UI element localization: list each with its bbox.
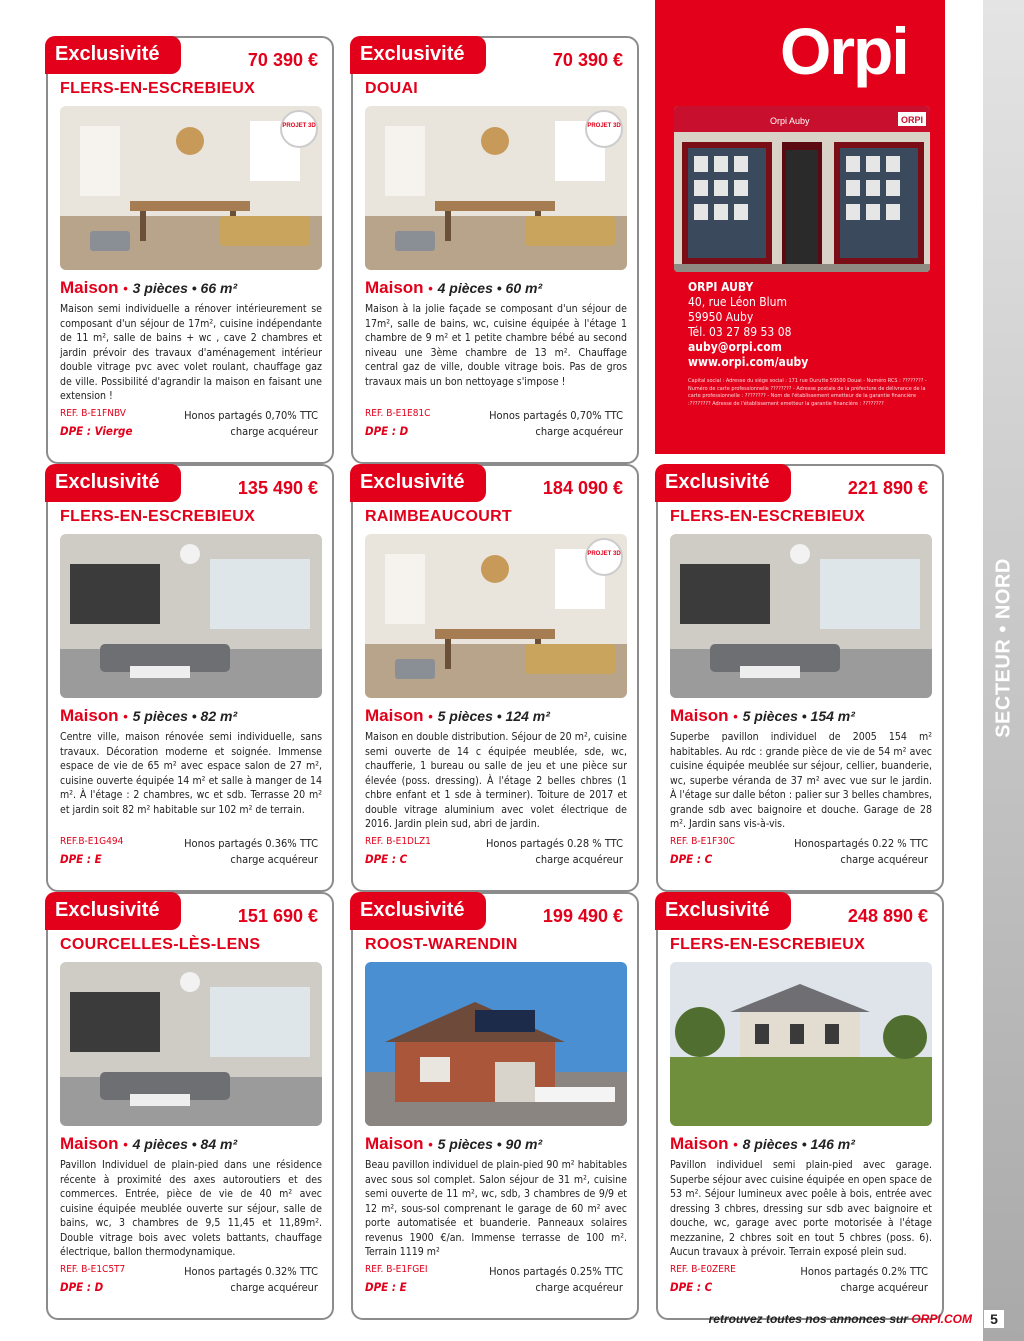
logo-wordmark: Orpi (780, 14, 908, 88)
listing-card[interactable] (46, 464, 334, 892)
listing-price: 221 890 € (847, 478, 928, 498)
footer-text: retrouvez toutes nos annonces sur (708, 1312, 912, 1326)
fees-payer: charge acquéreur (230, 852, 318, 866)
property-kind: Maison (365, 706, 424, 725)
footer-site-link[interactable]: ORPI.COM (911, 1312, 972, 1326)
listing-type: Maison • 5 pièces • 90 m² (365, 1134, 543, 1153)
listing-photo[interactable] (670, 962, 932, 1126)
property-kind: Maison (670, 1134, 729, 1153)
listing-photo[interactable] (60, 106, 322, 270)
listing-type: Maison • 3 pièces • 66 m² (60, 278, 238, 297)
property-kind: Maison (60, 706, 119, 725)
listing-city: RAIMBEAUCOURT (365, 508, 513, 525)
listing-dpe: DPE : Vierge (60, 424, 133, 438)
listing-city: FLERS-EN-ESCREBIEUX (670, 936, 866, 953)
listing-description: Maison à la jolie façade se composant d'un séjour de 17m², salle de bains, wc, cuisine équipée à l'étage 1 chambre de 9 m² et 1 petite chambre bébé au second niveau une 3ème chambre de 13 m². Chauffage central gaz de ville, double vitrage bois. Pas de gros travaux mais un bon nettoyage s'impose ! (365, 303, 627, 388)
orpi-logo (780, 14, 930, 94)
listing-ref: REF. B-E1C5T7 (60, 1264, 126, 1275)
listing-city: FLERS-EN-ESCREBIEUX (670, 508, 866, 525)
fees-rate: Honos partagés 0.28 % TTC (485, 837, 623, 850)
rooms-area: 5 pièces • 154 m² (742, 708, 855, 724)
exclusivity-tag: Exclusivité (45, 464, 181, 502)
property-kind: Maison (365, 1134, 424, 1153)
listing-photo[interactable] (365, 534, 627, 698)
agency-storefront-photo (674, 106, 930, 272)
listing-dpe: DPE : C (670, 852, 713, 866)
listing-city: COURCELLES-LÈS-LENS (60, 936, 261, 953)
projet-3d-badge: PROJET 3D (585, 538, 623, 576)
exclusivity-tag: Exclusivité (350, 892, 486, 930)
footer-note (709, 1312, 972, 1326)
listing-price: 70 390 € (552, 50, 623, 70)
property-kind: Maison (60, 1134, 119, 1153)
listing-description: Pavillon individuel semi plain-pied avec garage. Superbe séjour avec cuisine équipée en open space de 53 m². Séjour lumineux avec poêle à bois, entrée avec dressing 3 chbres, dressing sur sdb avec baignoire et douche, wc, garage avec porte motorisée à l'étage mezzanine, 2 chbres soit en tout 5 chbres (poss. 6). Aucun travaux à prévoir. Terrain exposé plein sud. (670, 1159, 932, 1258)
listing-description: Maison semi individuelle a rénover intérieurement se composant d'un séjour de 17m², cuisine indépendante de 11 m², salle de bains + wc , cave 2 chambres et jardin prévoir des travaux d'aménagement intérieur double vitrage pvc avec volet roulant, chauffage gaz de ville. Possibilité d'agrandir la maison en faisant une extension ! (60, 303, 322, 402)
listing-dpe: DPE : D (365, 424, 409, 438)
listing-photo[interactable] (60, 534, 322, 698)
projet-3d-badge: PROJET 3D (585, 110, 623, 148)
listing-photo[interactable] (365, 962, 627, 1126)
listing-ref: REF.B-E1G494 (60, 836, 124, 847)
fees-rate: Honos partagés 0.25% TTC (489, 1265, 623, 1278)
agency-address: 40, rue Léon Blum (688, 295, 788, 309)
listing-card[interactable] (46, 36, 334, 464)
listing-type: Maison • 8 pièces • 146 m² (670, 1134, 855, 1153)
listing-price: 70 390 € (247, 50, 318, 70)
property-kind: Maison (60, 278, 119, 297)
listing-fees (184, 836, 318, 867)
rooms-area: 5 pièces • 124 m² (437, 708, 550, 724)
fees-rate: Honos partagés 0,70% TTC (184, 409, 318, 422)
listing-ref: REF. B-E1DLZ1 (365, 836, 431, 847)
rooms-area: 4 pièces • 60 m² (437, 280, 543, 296)
fees-rate: Honos partagés 0.32% TTC (184, 1265, 318, 1278)
fees-rate: Honos partagés 0,70% TTC (489, 409, 623, 422)
listing-type: Maison • 4 pièces • 60 m² (365, 278, 543, 297)
listing-fees (800, 1264, 928, 1295)
listing-city: FLERS-EN-ESCREBIEUX (60, 508, 256, 525)
listing-type: Maison • 5 pièces • 154 m² (670, 706, 855, 725)
rooms-area: 5 pièces • 82 m² (132, 708, 238, 724)
listing-price: 184 090 € (542, 478, 623, 498)
listing-dpe: DPE : C (670, 1280, 713, 1294)
listing-ref: REF. B-E0ZERE (670, 1264, 736, 1275)
listing-photo[interactable] (60, 962, 322, 1126)
fees-payer: charge acquéreur (535, 1280, 623, 1294)
sector-label: SECTEUR • NORD (992, 558, 1015, 738)
listing-city: DOUAI (365, 80, 419, 97)
rooms-area: 3 pièces • 66 m² (132, 280, 238, 296)
exclusivity-tag: Exclusivité (45, 892, 181, 930)
listing-description: Beau pavillon individuel de plain-pied 90 m² habitables avec sous sol complet. Salon séjour de 31 m², cuisine semi ouverte de 11 m², wc, sdb, 3 chambres de 9/9 et 12 m², sous-sol comprenant le garage de 60 m² avec porte automatisée et buanderie. Panneaux solaires revenus 1900 €/an. Immense terrasse de 100 m². Terrain 1119 m² (365, 1159, 627, 1258)
agency-email[interactable]: auby@orpi.com (688, 340, 782, 354)
listing-card[interactable] (46, 892, 334, 1320)
agency-city: 59950 Auby (688, 310, 754, 324)
agency-website[interactable]: www.orpi.com/auby (688, 355, 809, 369)
listing-card[interactable] (351, 892, 639, 1320)
listing-type: Maison • 4 pièces • 84 m² (60, 1134, 238, 1153)
agency-phone: Tél. 03 27 89 53 08 (688, 325, 792, 339)
exclusivity-tag: Exclusivité (45, 36, 181, 74)
listing-price: 151 690 € (237, 906, 318, 926)
fees-rate: Honos partagés 0.2% TTC (800, 1265, 928, 1278)
fees-payer: charge acquéreur (840, 1280, 928, 1294)
rooms-area: 5 pièces • 90 m² (437, 1136, 543, 1152)
listing-city: ROOST-WARENDIN (365, 936, 518, 953)
listing-fees (489, 1264, 623, 1295)
fees-rate: Honospartagés 0.22 % TTC (794, 837, 928, 850)
agency-contact (688, 280, 808, 370)
listing-price: 135 490 € (237, 478, 318, 498)
listing-fees (184, 1264, 318, 1295)
fees-rate: Honos partagés 0.36% TTC (184, 837, 318, 850)
fees-payer: charge acquéreur (230, 424, 318, 438)
listing-ref: REF. B-E1FNBV (60, 408, 126, 419)
property-kind: Maison (365, 278, 424, 297)
listing-photo[interactable] (670, 534, 932, 698)
listing-dpe: DPE : D (60, 1280, 104, 1294)
page-number: 5 (984, 1310, 1004, 1328)
fees-payer: charge acquéreur (535, 852, 623, 866)
listing-card[interactable] (351, 464, 639, 892)
listing-type: Maison • 5 pièces • 124 m² (365, 706, 550, 725)
listing-description: Superbe pavillon individuel de 2005 154 m² habitables. Au rdc : grande pièce de vie de 54 m² avec cuisine équipée meublée sur séjour, cellier, buanderie, wc, superbe véranda de 37 m² avec vue sur le jardin. À l'étage sur dalle béton : palier sur 3 belles chambres, grande sdb avec baignoire et douche. Garage de 28 m². Jardin sans vis-à-vis. (670, 731, 932, 830)
listing-description: Pavillon Individuel de plain-pied dans une résidence récente à proximité des axes autoroutiers et des commerces. Entrée, pièce de vie de 40 m² avec cuisine équipée meublée ouverte sur séjour, salle de bains, wc, 3 chambres de 9,5 11,45 et 11,89m². Double vitrage bois avec volets battants, chauffage électrique, ballon thermodynamique. (60, 1159, 322, 1258)
listing-photo[interactable] (365, 106, 627, 270)
listing-fees (184, 408, 318, 439)
property-kind: Maison (670, 706, 729, 725)
exclusivity-tag: Exclusivité (350, 36, 486, 74)
exclusivity-tag: Exclusivité (655, 892, 791, 930)
listing-ref: REF. B-E1F30C (670, 836, 735, 847)
listing-fees (794, 836, 928, 867)
exclusivity-tag: Exclusivité (350, 464, 486, 502)
fees-payer: charge acquéreur (230, 1280, 318, 1294)
storefront-sign: Orpi Auby (770, 116, 810, 126)
rooms-area: 4 pièces • 84 m² (132, 1136, 238, 1152)
fees-payer: charge acquéreur (535, 424, 623, 438)
listing-dpe: DPE : E (60, 852, 102, 866)
listing-dpe: DPE : C (365, 852, 408, 866)
agency-name: ORPI AUBY (688, 280, 754, 294)
listing-card[interactable] (351, 36, 639, 464)
projet-3d-badge: PROJET 3D (280, 110, 318, 148)
listing-price: 199 490 € (542, 906, 623, 926)
listing-dpe: DPE : E (365, 1280, 407, 1294)
listing-ref: REF. B-E1E81C (365, 408, 431, 419)
listing-type: Maison • 5 pièces • 82 m² (60, 706, 238, 725)
listing-city: FLERS-EN-ESCREBIEUX (60, 80, 256, 97)
listing-card[interactable] (656, 892, 944, 1320)
listing-fees (489, 408, 623, 439)
fees-payer: charge acquéreur (840, 852, 928, 866)
storefront-logo: ORPI (901, 115, 924, 125)
rooms-area: 8 pièces • 146 m² (742, 1136, 855, 1152)
agency-legal-notice: Capital social : Adresse du siège social : 171 rue Durutte 59500 Douai - Numéro RCS : ???????? - Numéro de carte professionnelle ???????? - Adresse postale de la préfecture de délivrance de la carte professionnelle : ???????? - Nom de l'établissement emetteur de la garantie financière :???????? Adresse de l'établissement emetteur la garantie financière : ???????? (688, 378, 927, 407)
listing-card[interactable] (656, 464, 944, 892)
exclusivity-tag: Exclusivité (655, 464, 791, 502)
listing-description: Centre ville, maison rénovée semi individuelle, sans travaux. Décoration moderne et soignée. Immense espace de vie de 65 m² avec espace salon de 27 m², cuisine ouverte équipée 14 m² et salle à manger de 14 m². À l'étage : 2 chambres, wc et sdb. Terrasse 20 m² et jardin soit 82 m² habitable sur 102 m² de terrain. (60, 731, 322, 816)
listing-description: Maison en double distribution. Séjour de 20 m², cuisine semi ouverte de 14 c équipée meublée, sde, wc, chaufferie, 1 bureau ou salle de jeu et une pièce sur élevée (poss. dressing). À l'étage 2 belles chbres (1 chbre enfant et 1 sde à terminer). Toiture de 2017 et double vitrage aluminium avec volet électrique de 2016. Jardin plein sud, abri de jardin. (365, 731, 627, 830)
listing-price: 248 890 € (847, 906, 928, 926)
listing-ref: REF. B-E1FGEI (365, 1264, 428, 1275)
listing-fees (486, 836, 623, 867)
